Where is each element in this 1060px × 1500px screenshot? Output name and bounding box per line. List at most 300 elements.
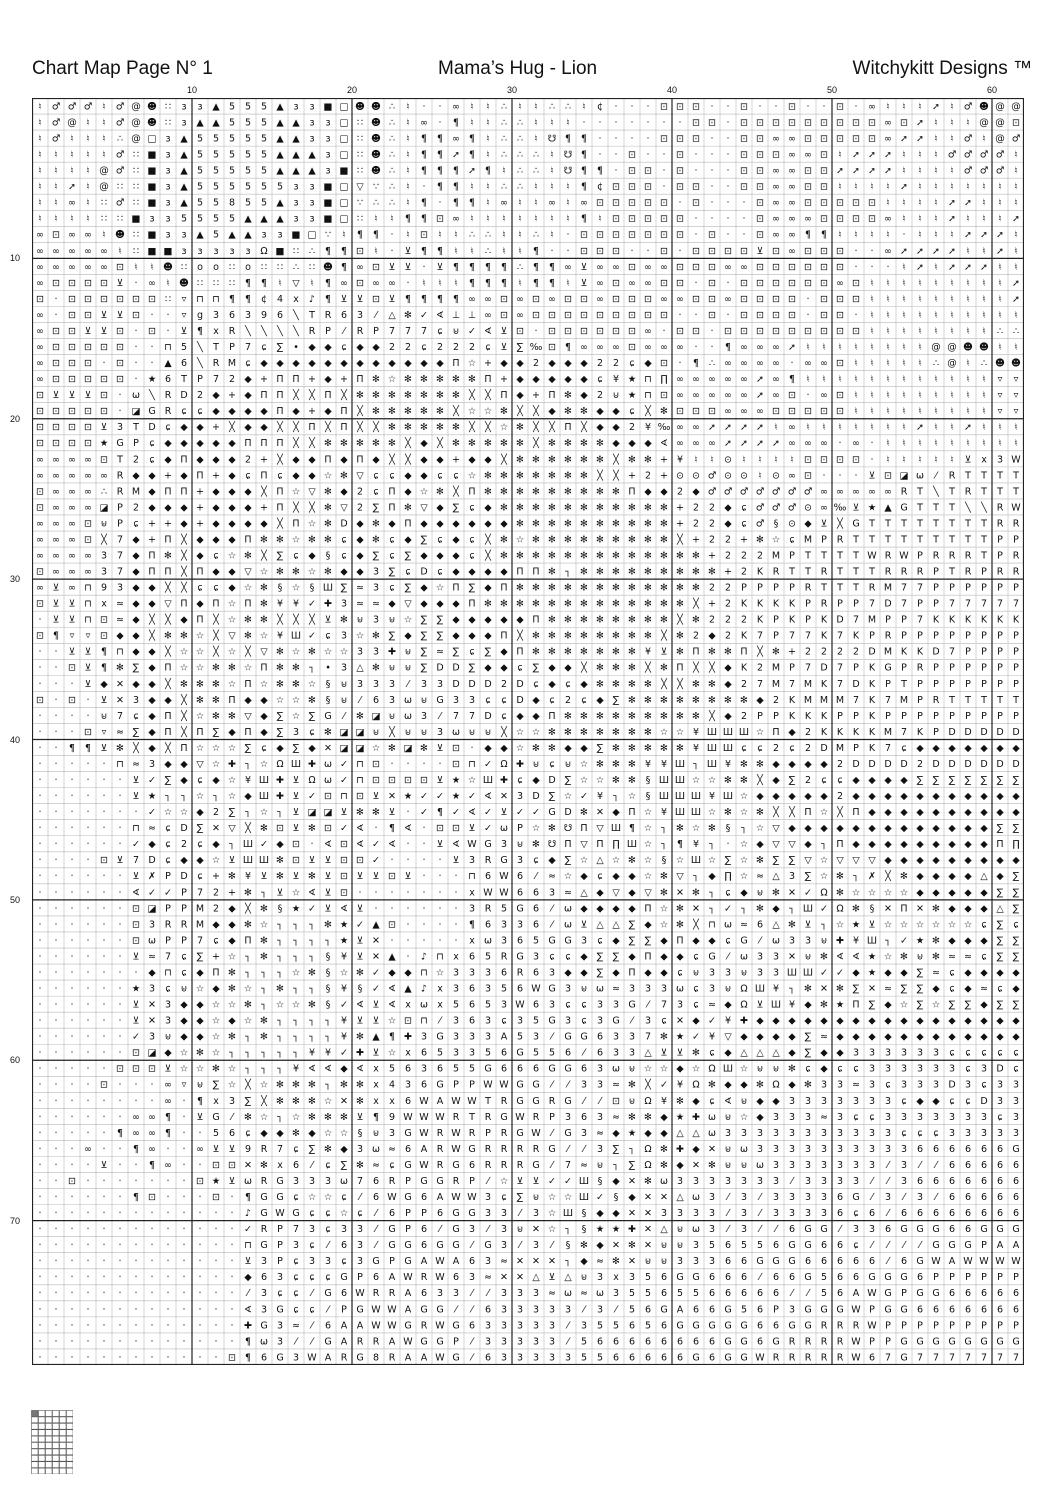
chart-symbol: ◆ (500, 615, 508, 626)
chart-symbol: § (358, 984, 363, 995)
chart-symbol: ◆ (916, 743, 924, 754)
chart-symbol: ♮ (566, 198, 569, 209)
chart-symbol: ♮ (934, 230, 937, 241)
chart-symbol: ♮ (966, 358, 969, 369)
chart-symbol: 3 (709, 1224, 715, 1235)
chart-symbol: ⊡ (868, 214, 876, 225)
chart-symbol: W (419, 1160, 429, 1171)
chart-symbol: ♮ (86, 117, 89, 128)
chart-symbol: ◆ (244, 695, 252, 706)
chart-symbol: ★ (148, 791, 157, 802)
chart-symbol: ⁄ (341, 326, 347, 337)
chart-symbol: · (134, 807, 137, 818)
chart-symbol: P (741, 583, 747, 594)
chart-symbol: ♮ (886, 198, 889, 209)
chart-symbol: ♮ (486, 117, 489, 128)
chart-symbol: ɕ (341, 550, 346, 561)
chart-symbol: ✻ (388, 743, 396, 754)
chart-symbol: P (997, 631, 1003, 642)
chart-symbol: ⊻ (85, 679, 92, 690)
chart-symbol: x (213, 326, 219, 337)
chart-symbol: 3 (773, 1176, 779, 1187)
chart-symbol: 3 (373, 567, 379, 578)
chart-symbol: § (326, 951, 331, 962)
overview-cell (46, 1417, 53, 1423)
chart-symbol: · (118, 1240, 121, 1251)
chart-symbol: ✻ (660, 406, 668, 417)
chart-symbol: ╳ (148, 614, 156, 626)
chart-symbol: ☆ (260, 679, 269, 690)
chart-symbol: ◆ (868, 823, 876, 834)
chart-symbol: ⊻ (757, 246, 764, 257)
column-numbers (32, 85, 1024, 99)
chart-symbol: · (86, 1096, 89, 1107)
chart-symbol: 5 (261, 166, 267, 177)
chart-symbol: R (165, 406, 172, 417)
chart-symbol: ⊡ (628, 198, 636, 209)
chart-symbol: ┐ (708, 903, 715, 914)
chart-symbol: ∞ (68, 246, 76, 257)
chart-symbol: ╳ (692, 918, 700, 930)
chart-symbol: ☆ (692, 1064, 701, 1075)
chart-symbol: ◆ (756, 791, 764, 802)
chart-symbol: ╳ (788, 806, 796, 818)
chart-symbol: ◆ (724, 679, 732, 690)
chart-symbol: 6 (981, 1208, 987, 1219)
chart-symbol: ♮ (566, 214, 569, 225)
chart-symbol: P (997, 550, 1003, 561)
column-number: 50 (827, 85, 837, 95)
chart-symbol: · (86, 919, 89, 930)
chart-symbol: ∞ (132, 1128, 140, 1139)
chart-symbol: · (38, 1320, 41, 1331)
chart-symbol: ╳ (644, 405, 652, 417)
chart-symbol: 3 (533, 1336, 539, 1347)
chart-symbol: ◆ (420, 454, 428, 465)
chart-symbol: ♂ (116, 101, 125, 112)
chart-symbol: 3 (453, 967, 459, 978)
chart-symbol: ◆ (516, 615, 524, 626)
chart-symbol: 5 (245, 198, 251, 209)
chart-symbol: ♮ (438, 230, 441, 241)
chart-symbol: 3 (533, 1240, 539, 1251)
chart-symbol: P (405, 1224, 411, 1235)
chart-symbol: ➚ (916, 262, 924, 273)
chart-symbol: ☆ (324, 470, 333, 481)
chart-symbol: 3 (885, 1112, 891, 1123)
chart-symbol: ■ (324, 101, 333, 112)
chart-symbol: · (630, 117, 633, 128)
chart-symbol: ➚ (916, 246, 924, 257)
chart-symbol: · (118, 1112, 121, 1123)
chart-symbol: 3 (885, 1096, 891, 1107)
chart-symbol: 6 (661, 1272, 667, 1283)
chart-symbol: ◆ (468, 631, 476, 642)
chart-symbol: ∞ (884, 117, 892, 128)
chart-symbol: ♂ (52, 101, 61, 112)
chart-symbol: ∞ (820, 438, 828, 449)
chart-symbol: ∴ (389, 101, 395, 112)
chart-symbol: ∷ (213, 278, 219, 289)
chart-symbol: 3 (821, 1128, 827, 1139)
chart-symbol: △ (660, 1224, 668, 1235)
chart-symbol: 6 (853, 1272, 859, 1283)
chart-symbol: ⊻ (437, 743, 444, 754)
chart-symbol: ◆ (500, 518, 508, 529)
chart-symbol: ╲ (932, 485, 940, 497)
chart-symbol: · (710, 198, 713, 209)
chart-symbol: ◆ (180, 855, 188, 866)
chart-symbol: 3 (853, 1160, 859, 1171)
chart-symbol: ◆ (292, 406, 300, 417)
chart-symbol: ◆ (772, 759, 780, 770)
chart-symbol: 7 (869, 599, 875, 610)
chart-symbol: R (805, 1352, 812, 1363)
chart-symbol: G (692, 1352, 699, 1363)
chart-symbol: ∞ (804, 150, 812, 161)
chart-symbol: ⊡ (612, 214, 620, 225)
chart-symbol: 3 (581, 1128, 587, 1139)
chart-symbol: · (102, 919, 105, 930)
chart-symbol: · (38, 1160, 41, 1171)
chart-symbol: · (182, 1288, 185, 1299)
chart-symbol: ¶ (453, 198, 459, 209)
chart-symbol: 6 (789, 1224, 795, 1235)
chart-symbol: ɕ (997, 984, 1002, 995)
chart-symbol: · (422, 887, 425, 898)
chart-symbol: · (182, 1224, 185, 1235)
chart-symbol: · (182, 1096, 185, 1107)
chart-symbol: ✻ (900, 871, 908, 882)
chart-symbol: ♮ (998, 310, 1001, 321)
chart-symbol: ∑ (789, 855, 796, 866)
chart-symbol: 2 (437, 342, 443, 353)
chart-symbol: ɕ (453, 470, 458, 481)
chart-symbol: ✕ (692, 903, 700, 914)
chart-symbol: 3 (757, 1128, 763, 1139)
chart-symbol: ◆ (372, 454, 380, 465)
chart-symbol: ✻ (500, 438, 508, 449)
chart-symbol: 6 (981, 1160, 987, 1171)
chart-symbol: G (932, 1288, 939, 1299)
chart-symbol: ♮ (806, 422, 809, 433)
chart-symbol: ⁄ (341, 711, 347, 722)
chart-symbol: □ (340, 182, 349, 193)
chart-symbol: 7 (853, 615, 859, 626)
chart-symbol: W (531, 984, 541, 995)
chart-symbol: ∞ (644, 278, 652, 289)
chart-symbol: ✕ (628, 1256, 636, 1267)
chart-symbol: Π (516, 567, 523, 578)
chart-symbol: ┐ (612, 791, 619, 802)
chart-symbol: 3 (869, 1064, 875, 1075)
chart-symbol: · (38, 1144, 41, 1155)
chart-symbol: ╳ (132, 742, 140, 754)
chart-symbol: ◆ (564, 743, 572, 754)
chart-symbol: ⊡ (868, 198, 876, 209)
chart-symbol: □ (340, 150, 349, 161)
overview-cell (39, 1423, 46, 1429)
chart-symbol: ∑ (629, 919, 636, 930)
chart-symbol: 3 (293, 1176, 299, 1187)
chart-symbol: ∵ (373, 182, 379, 193)
chart-symbol: · (646, 101, 649, 112)
chart-symbol: ♮ (870, 182, 873, 193)
chart-symbol: ╲ (196, 341, 204, 353)
chart-symbol: ◆ (964, 807, 972, 818)
chart-symbol: ☆ (196, 791, 205, 802)
chart-symbol: ✻ (244, 615, 252, 626)
chart-symbol: · (38, 951, 41, 962)
chart-symbol: ◆ (500, 647, 508, 658)
chart-symbol: ✻ (116, 743, 124, 754)
chart-symbol: ◆ (548, 663, 556, 674)
chart-symbol: ☋ (564, 166, 572, 177)
chart-symbol: 5 (245, 133, 251, 144)
chart-symbol: ¶ (85, 743, 91, 754)
chart-symbol: ✓ (340, 823, 348, 834)
chart-symbol: ■ (324, 182, 333, 193)
chart-symbol: ♮ (886, 326, 889, 337)
chart-symbol: ⊓ (644, 390, 651, 401)
chart-symbol: 6 (485, 1304, 491, 1315)
chart-symbol: ∑ (277, 342, 284, 353)
chart-symbol: ▲ (164, 358, 172, 369)
chart-symbol: ◆ (820, 1048, 828, 1059)
chart-symbol: ➚ (916, 133, 924, 144)
chart-symbol: · (54, 727, 57, 738)
chart-symbol: ◆ (932, 791, 940, 802)
chart-symbol: 3 (485, 1192, 491, 1203)
chart-symbol: ▲ (244, 230, 252, 241)
chart-symbol: ⊡ (772, 246, 780, 257)
chart-symbol: · (54, 310, 57, 321)
chart-symbol: 3 (165, 1016, 171, 1027)
chart-symbol: ◆ (484, 583, 492, 594)
chart-symbol: ω (484, 935, 492, 946)
chart-symbol: ⊻ (133, 775, 140, 786)
chart-symbol: ♮ (518, 278, 521, 289)
chart-symbol: ◆ (340, 567, 348, 578)
chart-symbol: D (516, 695, 523, 706)
chart-symbol: ✚ (308, 759, 316, 770)
chart-symbol: ▽ (196, 759, 204, 770)
chart-symbol: ⊡ (596, 198, 604, 209)
chart-symbol: ✻ (628, 631, 636, 642)
overview-cell (32, 1411, 39, 1417)
chart-symbol: ◆ (420, 358, 428, 369)
chart-symbol: ◆ (884, 775, 892, 786)
chart-symbol: ✻ (292, 663, 300, 674)
chart-symbol: ⊻ (405, 262, 412, 273)
chart-symbol: Π (388, 486, 395, 497)
chart-symbol: Π (244, 438, 251, 449)
chart-symbol: ✻ (612, 775, 620, 786)
chart-symbol: ◆ (548, 374, 556, 385)
chart-symbol: ✻ (628, 743, 636, 754)
chart-symbol: ≈ (436, 647, 444, 658)
chart-symbol: ♮ (86, 182, 89, 193)
chart-symbol: 6 (469, 1160, 475, 1171)
chart-symbol: Π (628, 807, 635, 818)
chart-symbol: ♮ (950, 326, 953, 337)
chart-symbol: T (964, 518, 971, 529)
chart-symbol: ¶ (69, 743, 75, 754)
chart-symbol: ⊡ (52, 342, 60, 353)
chart-symbol: ┐ (276, 935, 283, 946)
chart-symbol: · (38, 1336, 41, 1347)
chart-symbol: ɕ (853, 1112, 858, 1123)
chart-symbol: x (373, 1080, 379, 1091)
chart-symbol: ⊻ (357, 951, 364, 962)
chart-symbol: ∞ (548, 294, 556, 305)
chart-symbol: ɕ (437, 470, 442, 481)
chart-symbol: ♮ (1014, 150, 1017, 161)
chart-symbol: P (1013, 583, 1019, 594)
chart-symbol: ➚ (740, 438, 748, 449)
chart-symbol: G (148, 406, 155, 417)
chart-symbol: ╲ (276, 325, 284, 337)
chart-symbol: ∑ (981, 775, 988, 786)
overview-cell (46, 1411, 53, 1417)
chart-symbol: ♮ (454, 230, 457, 241)
chart-symbol: ⁄ (837, 1224, 843, 1235)
chart-symbol: ⊻ (501, 326, 508, 337)
overview-cell (53, 1455, 60, 1461)
chart-symbol: ★ (916, 935, 925, 946)
chart-symbol: · (70, 935, 73, 946)
chart-symbol: 2 (533, 358, 539, 369)
chart-symbol: ⊡ (660, 310, 668, 321)
chart-symbol: R (517, 1160, 524, 1171)
chart-symbol: ╳ (244, 1079, 252, 1091)
chart-symbol: ⊡ (84, 342, 92, 353)
chart-symbol: T (932, 502, 939, 513)
chart-symbol: ⊡ (820, 310, 828, 321)
chart-symbol: P (485, 1128, 491, 1139)
chart-symbol: ◆ (916, 887, 924, 898)
chart-symbol: ♮ (406, 166, 409, 177)
chart-symbol: R (373, 1336, 380, 1347)
chart-symbol: 3 (869, 1128, 875, 1139)
chart-symbol: ⁄ (469, 1304, 475, 1315)
chart-symbol: 3 (469, 1272, 475, 1283)
chart-symbol: 5 (229, 214, 235, 225)
chart-symbol: · (134, 1240, 137, 1251)
chart-symbol: ┐ (212, 791, 219, 802)
chart-symbol: ⁄ (725, 1224, 731, 1235)
chart-symbol: Π (196, 615, 203, 626)
chart-symbol: ✓ (820, 903, 828, 914)
chart-symbol: ▲ (276, 150, 284, 161)
chart-symbol: ✻ (692, 711, 700, 722)
chart-symbol: ✻ (564, 390, 572, 401)
chart-symbol: ¶ (597, 166, 603, 177)
chart-symbol: ✻ (580, 502, 588, 513)
chart-symbol: ☆ (180, 663, 189, 674)
chart-symbol: 3 (357, 647, 363, 658)
chart-symbol: · (54, 679, 57, 690)
chart-symbol: A (389, 1272, 396, 1283)
chart-symbol: @ (947, 342, 957, 353)
chart-symbol: W (435, 1272, 445, 1283)
chart-symbol: ∞ (500, 198, 508, 209)
chart-symbol: § (278, 903, 283, 914)
chart-symbol: T (948, 567, 955, 578)
chart-symbol: ⊡ (340, 871, 348, 882)
chart-symbol: ♮ (902, 166, 905, 177)
chart-symbol: x (469, 887, 475, 898)
chart-symbol: 6 (965, 1160, 971, 1171)
chart-symbol: ╳ (276, 453, 284, 465)
chart-symbol: ✻ (420, 374, 428, 385)
chart-symbol: ♮ (902, 278, 905, 289)
chart-symbol: ⁄ (437, 1224, 443, 1235)
chart-symbol: P (885, 615, 891, 626)
chart-symbol: ✚ (740, 1016, 748, 1027)
chart-symbol: ∏ (660, 374, 667, 385)
chart-symbol: ɕ (901, 1096, 906, 1107)
chart-symbol: ✕ (820, 984, 828, 995)
chart-symbol: ■ (148, 166, 157, 177)
chart-symbol: ◆ (404, 967, 412, 978)
chart-symbol: ⊡ (852, 278, 860, 289)
chart-symbol: ⊡ (660, 133, 668, 144)
chart-symbol: 3 (853, 1224, 859, 1235)
chart-symbol: ≈ (884, 984, 892, 995)
chart-symbol: A (341, 1336, 348, 1347)
chart-symbol: ≈ (612, 1080, 620, 1091)
chart-symbol: ♮ (486, 133, 489, 144)
chart-symbol: ✓ (356, 919, 364, 930)
chart-symbol: ∞ (84, 567, 92, 578)
chart-symbol: P (965, 1272, 971, 1283)
overview-cell (60, 1430, 67, 1436)
chart-symbol: P (917, 550, 923, 561)
chart-symbol: G (532, 1080, 539, 1091)
chart-symbol: ✻ (564, 615, 572, 626)
chart-symbol: ☆ (308, 567, 317, 578)
chart-symbol: K (965, 615, 972, 626)
chart-symbol: g (197, 310, 203, 321)
chart-symbol: 6 (341, 1288, 347, 1299)
chart-symbol: ☆ (388, 1016, 397, 1027)
chart-symbol: ⁄ (549, 1080, 555, 1091)
chart-symbol: · (38, 679, 41, 690)
chart-symbol: ◆ (884, 1000, 892, 1011)
chart-symbol: G (468, 1208, 475, 1219)
chart-symbol: 6 (837, 1256, 843, 1267)
chart-symbol: ┐ (260, 1048, 267, 1059)
chart-symbol: 6 (981, 1288, 987, 1299)
chart-symbol: ∞ (788, 422, 796, 433)
chart-symbol: ◆ (580, 1256, 588, 1267)
chart-symbol: ♮ (950, 390, 953, 401)
chart-symbol: ¶ (629, 823, 635, 834)
chart-symbol: ∞ (788, 438, 796, 449)
chart-symbol: ¶ (453, 294, 459, 305)
chart-symbol: ɕ (165, 422, 170, 433)
chart-symbol: ∢ (244, 1304, 252, 1315)
chart-symbol: ➚ (916, 422, 924, 433)
chart-symbol: ♂ (724, 486, 733, 497)
chart-symbol: 6 (533, 1000, 539, 1011)
chart-symbol: ⊡ (820, 150, 828, 161)
chart-symbol: · (38, 871, 41, 882)
chart-symbol: R (341, 1352, 348, 1363)
chart-symbol: 3 (485, 1320, 491, 1331)
chart-symbol: · (134, 278, 137, 289)
